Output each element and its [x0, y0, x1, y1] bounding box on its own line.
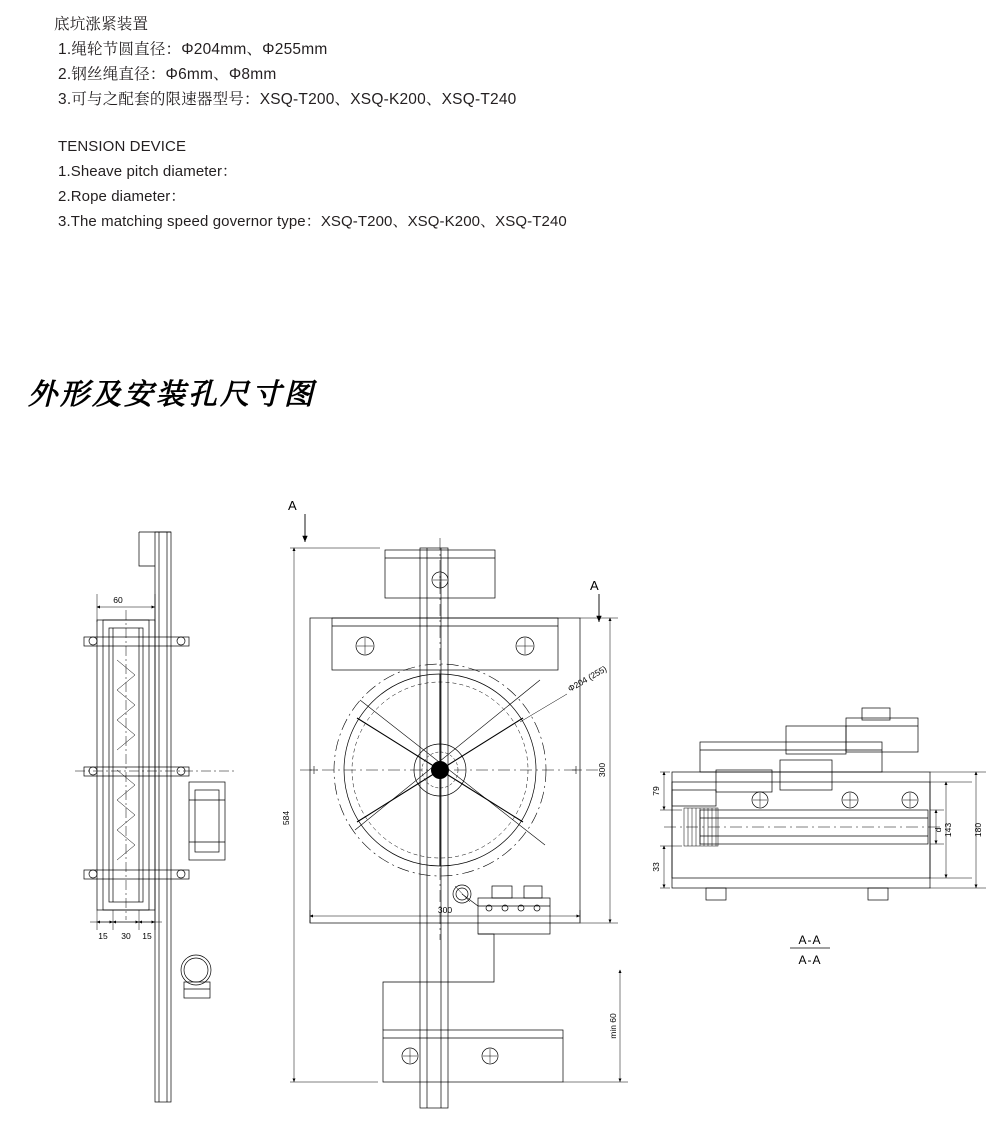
spec-line-en-1: 1.Sheave pitch diameter：: [58, 163, 238, 180]
spec-line-cn-1: 1.绳轮节圆直径：Φ204mm、Φ255mm: [58, 41, 328, 58]
dim-front-300: 300: [437, 905, 453, 915]
dim-side-d: d: [933, 827, 943, 833]
dim-left-15a: 15: [98, 931, 108, 941]
spec-line-cn-3: 3.可与之配套的限速器型号：XSQ-T200、XSQ-K200、XSQ-T240: [58, 91, 517, 108]
section-label-aa-2: A-A: [798, 953, 822, 967]
section-mark-right: A: [590, 578, 599, 593]
technical-drawing: [0, 470, 1000, 1110]
spec-divider: [54, 112, 834, 134]
spec-title-en: TENSION DEVICE: [58, 138, 187, 155]
dim-left-30: 30: [121, 931, 131, 941]
spec-line-en-2: 2.Rope diameter：: [58, 188, 186, 205]
dim-right-300: 300: [597, 762, 607, 778]
dim-side-79: 79: [651, 786, 661, 796]
left-side-view: [75, 532, 235, 1102]
spec-line-cn-2: 2.钢丝绳直径：Φ6mm、Φ8mm: [58, 66, 277, 83]
dim-left-15b: 15: [142, 931, 152, 941]
section-title: 外形及安装孔尺寸图: [28, 377, 317, 411]
dim-min-60: min 60: [608, 1013, 618, 1039]
front-view: [290, 514, 628, 1108]
section-label-aa-1: A-A: [798, 933, 822, 947]
dim-side-180: 180: [973, 822, 983, 838]
section-mark-top-left: A: [288, 498, 297, 513]
dim-side-33: 33: [651, 862, 661, 872]
specification-block: [54, 12, 834, 234]
spec-title-cn: 底坑涨紧装置: [54, 16, 149, 33]
dim-front-584: 584: [281, 810, 291, 826]
dim-left-60: 60: [113, 595, 123, 605]
dim-side-143: 143: [943, 822, 953, 838]
spec-line-en-3: 3.The matching speed governor type：XSQ-T200、XSQ-K200、XSQ-T240: [58, 213, 567, 230]
dim-sheave-diameter: Φ204 (255): [566, 663, 609, 694]
